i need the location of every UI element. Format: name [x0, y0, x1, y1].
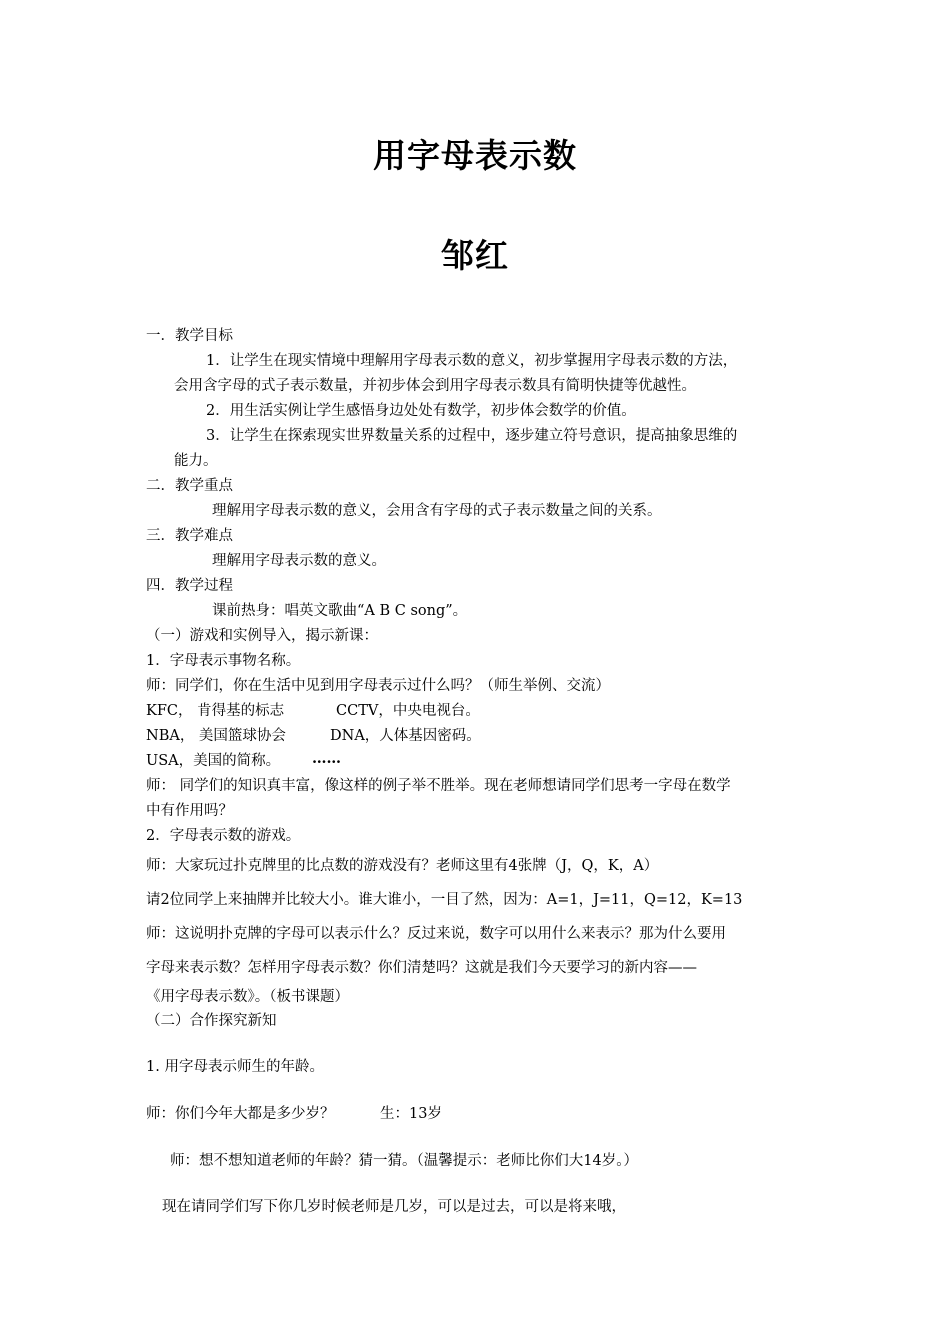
paragraph-line: 《用字母表示数》。（板书课题） [146, 989, 349, 1005]
paragraph-line: 请2位同学上来抽牌并比较大小。谁大谁小，一目了然，因为：A=1，J=11，Q=12，K=13 [146, 892, 743, 908]
paragraph-line: 3．让学生在探索现实世界数量关系的过程中，逐步建立符号意识，提高抽象思维的 [206, 428, 738, 444]
example-item: USA，美国的简称。 [146, 753, 281, 769]
example-item: CCTV，中央电视台。 [336, 703, 480, 719]
section-heading: 二．教学重点 [146, 478, 233, 494]
ellipsis: …… [312, 750, 341, 767]
paragraph-line: 能力。 [174, 453, 218, 469]
paragraph-line: 字母来表示数？怎样用字母表示数？你们清楚吗？这就是我们今天要学习的新内容—— [146, 960, 697, 976]
paragraph-line: 课前热身：唱英文歌曲“A B C song”。 [212, 603, 468, 619]
subsection-heading: （一）游戏和实例导入，揭示新课： [146, 628, 378, 644]
paragraph-line: 1．字母表示事物名称。 [146, 653, 301, 669]
document-author: 邹红 [441, 236, 509, 275]
dialogue-teacher: 师：你们今年大都是多少岁？ [146, 1106, 335, 1122]
paragraph-line: 中有作用吗？ [146, 803, 233, 819]
section-heading: 一．教学目标 [146, 328, 233, 344]
paragraph-line: 理解用字母表示数的意义，会用含有字母的式子表示数量之间的关系。 [212, 503, 662, 519]
paragraph-line: 师： 同学们的知识真丰富，像这样的例子举不胜举。现在老师想请同学们思考一字母在数学 [146, 778, 731, 794]
paragraph-line: 理解用字母表示数的意义。 [212, 553, 386, 569]
example-item: KFC， 肯得基的标志 [146, 703, 285, 719]
paragraph-line: 师：想不想知道老师的年龄？猜一猜。（温馨提示：老师比你们大14岁。） [170, 1153, 638, 1169]
document-title: 用字母表示数 [373, 136, 577, 175]
paragraph-line: 师：同学们，你在生活中见到用字母表示过什么吗？（师生举例、交流） [146, 678, 610, 694]
section-heading: 三．教学难点 [146, 528, 233, 544]
paragraph-line: 2．字母表示数的游戏。 [146, 828, 301, 844]
subsection-heading: （二）合作探究新知 [146, 1013, 277, 1029]
paragraph-line: 现在请同学们写下你几岁时候老师是几岁，可以是过去，可以是将来哦， [162, 1199, 626, 1215]
example-item: DNA，人体基因密码。 [330, 728, 481, 744]
dialogue-student: 生：13岁 [380, 1106, 442, 1122]
paragraph-line: 师：大家玩过扑克牌里的比点数的游戏没有？老师这里有4张牌（J，Q，K，A） [146, 858, 659, 874]
paragraph-line: 2．用生活实例让学生感悟身边处处有数学，初步体会数学的价值。 [206, 403, 636, 419]
paragraph-line: 师：这说明扑克牌的字母可以表示什么？反过来说，数字可以用什么来表示？那为什么要用 [146, 926, 726, 942]
paragraph-line: 会用含字母的式子表示数量，并初步体会到用字母表示数具有简明快捷等优越性。 [174, 378, 696, 394]
example-item: NBA， 美国篮球协会 [146, 728, 286, 744]
paragraph-line: 1．让学生在现实情境中理解用字母表示数的意义，初步掌握用字母表示数的方法， [206, 353, 738, 369]
paragraph-line: 1. 用字母表示师生的年龄。 [146, 1059, 324, 1075]
section-heading: 四．教学过程 [146, 578, 233, 594]
